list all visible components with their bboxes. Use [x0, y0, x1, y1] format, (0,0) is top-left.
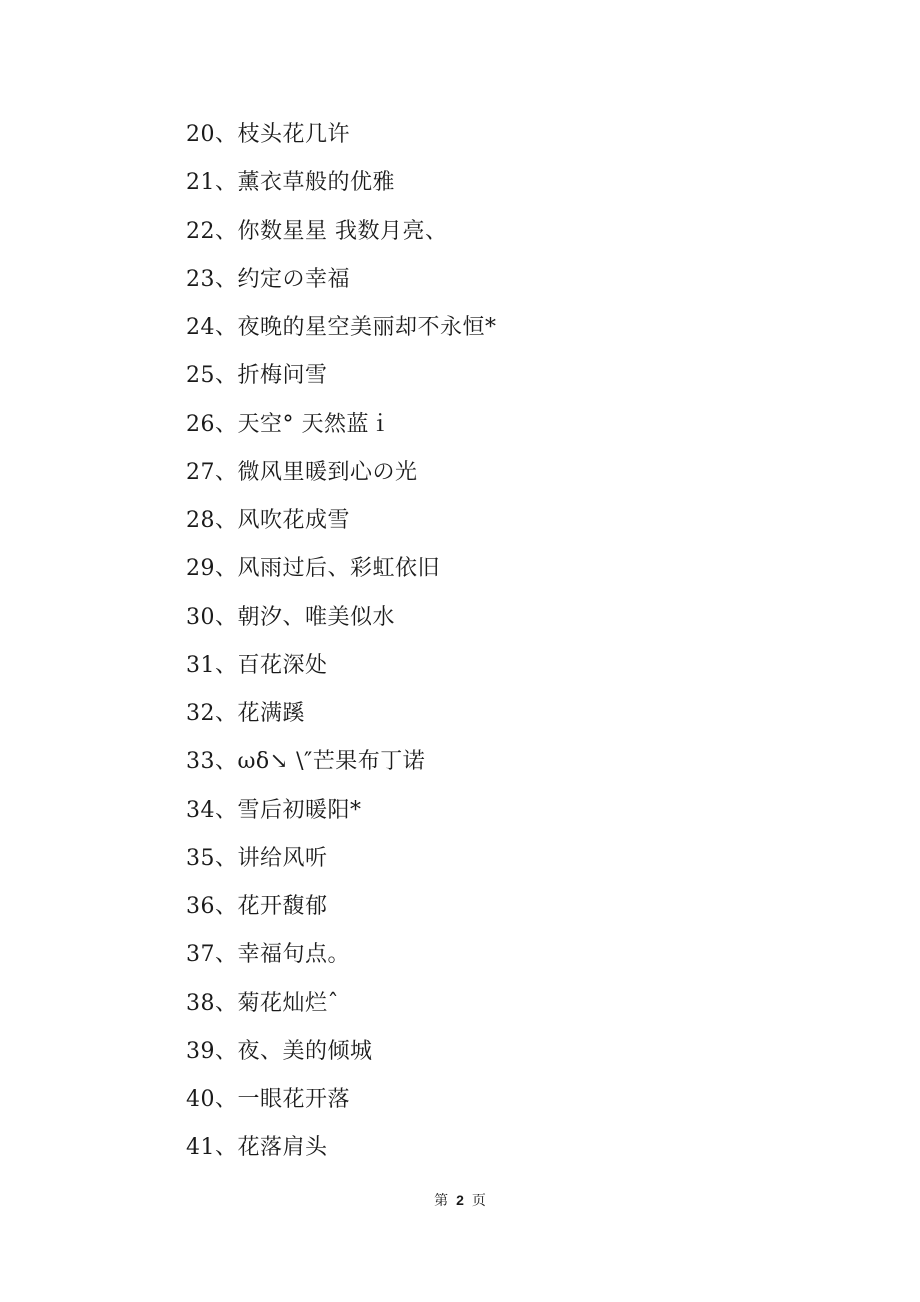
list-item: 20、枝头花几许 [186, 122, 350, 147]
list-item: 34、雪后初暖阳* [186, 797, 362, 823]
list-item: 26、天空° 天然蓝ｉ [186, 411, 392, 437]
list-item: 28、风吹花成雪 [186, 508, 350, 533]
list-item: 35、讲给风听 [186, 845, 328, 871]
list-item: 37、幸福句点。 [186, 942, 350, 968]
list-item: 25、折梅问雪 [186, 363, 328, 389]
list-item: 21、薰衣草般的优雅 [186, 170, 395, 196]
page-number-prefix: 第 [434, 1193, 449, 1209]
list-item: 31、百花深处 [186, 652, 328, 678]
name-list [186, 117, 497, 1179]
list-item: 33、ωδ↘ \″芒果布丁诺 [186, 749, 426, 775]
list-item: 22、你数星星 我数月亮、 [186, 218, 448, 244]
list-item: 29、风雨过后、彩虹依旧 [186, 556, 440, 582]
page-footer [0, 1190, 920, 1210]
list-item: 24、夜晚的星空美丽却不永恒* [186, 315, 497, 340]
list-item: 32、花满蹊 [186, 701, 305, 726]
list-item: 30、朝汐、唯美似水 [186, 604, 395, 630]
list-item: 39、夜、美的倾城 [186, 1038, 373, 1064]
list-item: 27、微风里暖到心の光 [186, 459, 418, 485]
page-number: 2 [456, 1192, 464, 1208]
list-item: 36、花开馥郁 [186, 894, 328, 919]
page-number-suffix: 页 [471, 1193, 486, 1209]
list-item: 23、约定の幸福 [186, 266, 350, 292]
list-item: 41、花落肩头 [186, 1135, 328, 1161]
list-item: 38、菊花灿烂ˆ [186, 990, 339, 1016]
list-item: 40、一眼花开落 [186, 1087, 350, 1112]
